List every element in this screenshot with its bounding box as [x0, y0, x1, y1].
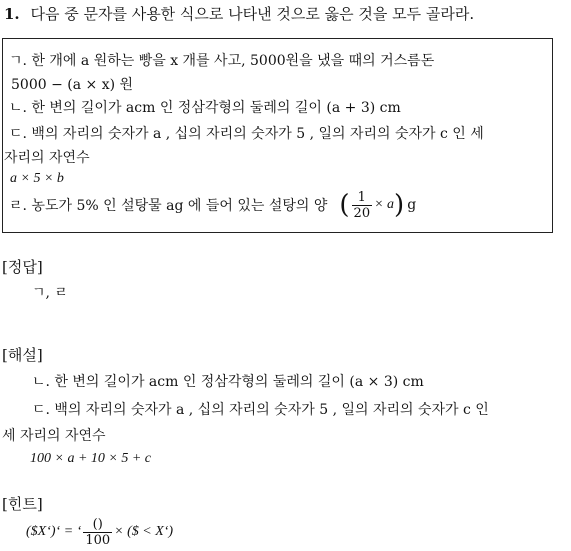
hint-prefix: ($X‘)‘ = ‘	[26, 524, 82, 539]
explanation-line2: ㄷ. 백의 자리의 숫자가 a , 십의 자리의 숫자가 5 , 일의 자리의 숫자가 c 인	[32, 402, 489, 418]
hint-heading: [힌트]	[2, 495, 43, 513]
choice-g: ㄱ. 한 개에 a 원하는 빵을 x 개를 사고, 5000원을 냈을 때의 거스름돈	[9, 53, 435, 69]
open-paren: (	[339, 190, 350, 220]
question-text: 다음 중 문자를 사용한 식으로 나타낸 것으로 옳은 것을 모두 골라라.	[30, 5, 475, 23]
choice-d-expression: a × 5 × b	[10, 171, 64, 186]
choice-d-line2: 자리의 자연수	[4, 150, 90, 166]
hint-fraction	[83, 517, 112, 548]
close-paren: )	[394, 190, 405, 220]
choice-g-expression: 5000 − (a × x) 원	[11, 77, 134, 93]
explanation-heading: [해설]	[2, 346, 43, 364]
choice-r-text: ㄹ. 농도가 5% 인 설탕물 ag 에 들어 있는 설탕의 양	[9, 198, 328, 214]
hint-fraction-numerator: ()	[83, 517, 112, 533]
explanation-line3: 세 자리의 자연수	[2, 428, 106, 444]
hint-fraction-denominator: 100	[85, 532, 111, 548]
hint-suffix: × ($ < X‘)	[114, 524, 174, 539]
question	[4, 3, 474, 24]
choice-r-fraction	[352, 190, 373, 221]
explanation-expression: 100 × a + 10 × 5 + c	[30, 451, 152, 466]
choice-r-unit: g	[407, 197, 417, 213]
hint-formula	[26, 513, 173, 551]
answer-text: ㄱ, ㄹ	[32, 285, 68, 301]
explanation-line1: ㄴ. 한 변의 길이가 acm 인 정삼각형의 둘레의 길이 (a × 3) cm	[32, 374, 424, 390]
choice-d-line1: ㄷ. 백의 자리의 숫자가 a , 십의 자리의 숫자가 5 , 일의 자리의 숫자가 c 인 세	[9, 126, 484, 142]
choice-r-tail: × a	[374, 197, 395, 212]
fraction-numerator: 1	[352, 190, 373, 206]
answer-heading: [정답]	[2, 258, 43, 276]
question-number: 1.	[4, 5, 20, 23]
fraction-denominator: 20	[353, 205, 371, 221]
choice-r	[9, 185, 416, 225]
choice-n: ㄴ. 한 변의 길이가 acm 인 정삼각형의 둘레의 길이 (a + 3) cm	[9, 100, 401, 116]
